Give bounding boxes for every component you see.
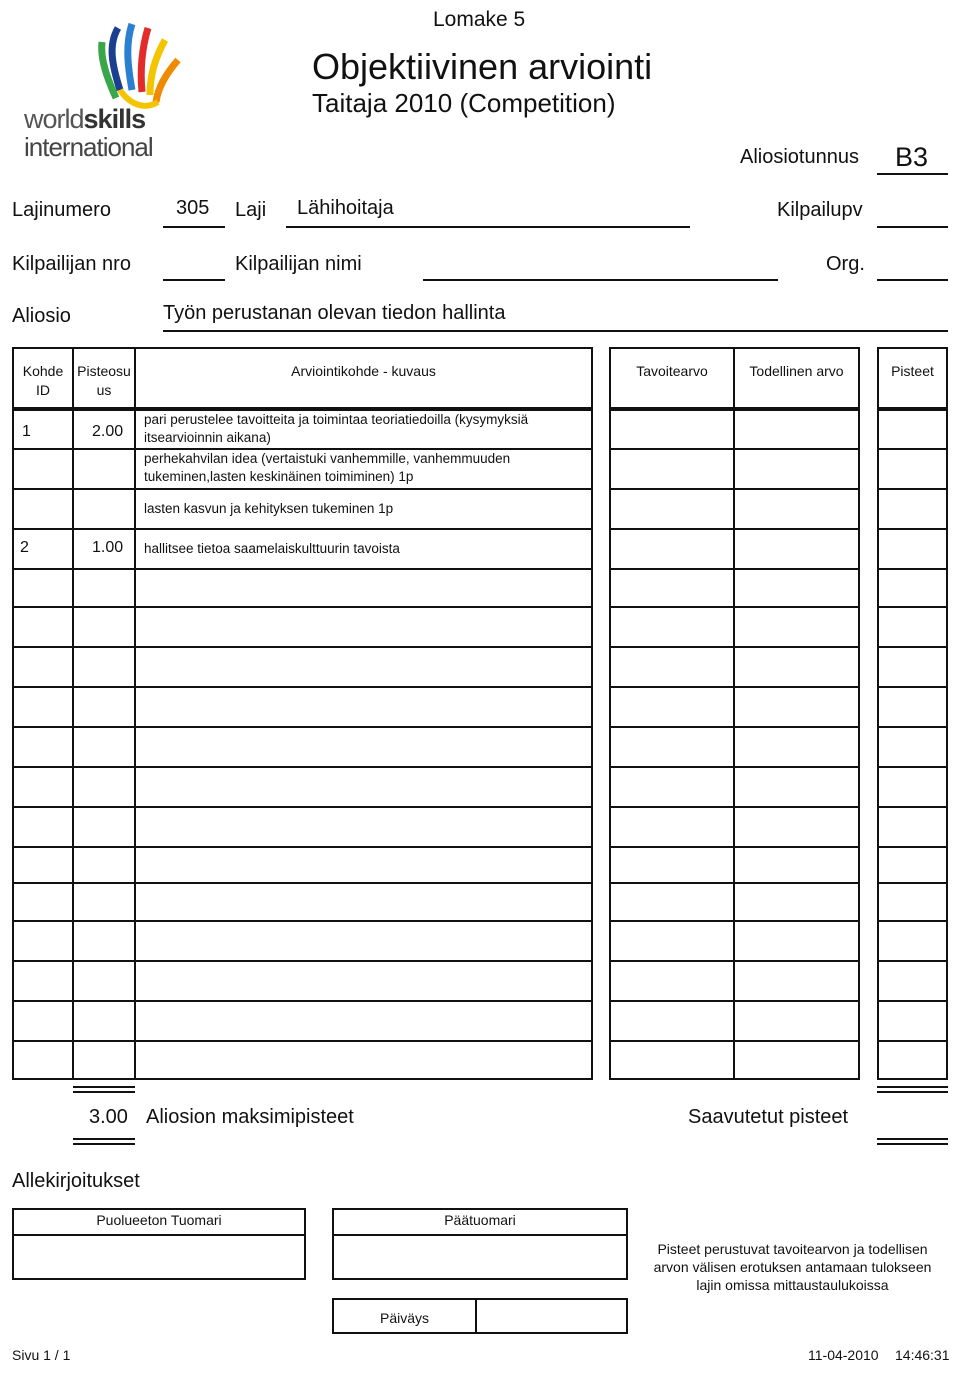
laji-value[interactable]: Lähihoitaja: [297, 197, 394, 219]
row-1-id: 1: [22, 423, 31, 440]
grid-cell: [12, 568, 74, 608]
grid-cell[interactable]: [877, 528, 948, 570]
grid-cell[interactable]: [877, 960, 948, 1002]
org-label: Org.: [826, 253, 865, 275]
header-kohde-id-text: Kohde ID: [22, 363, 64, 398]
grid-cell[interactable]: [609, 846, 735, 884]
row-1-points: 2.00: [92, 423, 124, 440]
grid-cell[interactable]: [733, 882, 860, 922]
grid-cell[interactable]: [733, 920, 860, 962]
grid-cell[interactable]: [877, 806, 948, 848]
grid-cell: [134, 960, 593, 1002]
grid-cell[interactable]: [877, 920, 948, 962]
grid-cell: [72, 806, 136, 848]
note-line-3: lajin omissa mittaustaulukoissa: [696, 1277, 889, 1293]
row-4-id: 2: [20, 539, 29, 556]
grid-cell[interactable]: [609, 1000, 735, 1042]
grid-cell[interactable]: [609, 960, 735, 1002]
logo-text-international: international: [24, 132, 153, 162]
grid-cell: [134, 568, 593, 608]
header-kuvaus: Arviointikohde - kuvaus: [291, 363, 436, 379]
grid-cell[interactable]: [733, 568, 860, 608]
header-kohde-id: [14, 362, 72, 400]
max-points-label: Aliosion maksimipisteet: [146, 1106, 354, 1128]
grid-cell[interactable]: [733, 646, 860, 688]
row-4-points: 1.00: [92, 539, 124, 556]
lajinumero-label: Lajinumero: [12, 199, 111, 221]
aliosiotunnus-label: Aliosiotunnus: [740, 146, 859, 168]
header-todellinen-arvo: Todellinen arvo: [749, 363, 844, 379]
grid-cell[interactable]: [877, 846, 948, 884]
grid-cell: [134, 606, 593, 648]
kilpailupv-label: Kilpailupv: [777, 199, 863, 221]
grid-cell[interactable]: [877, 646, 948, 688]
grid-cell[interactable]: [609, 766, 735, 808]
grid-cell[interactable]: [877, 568, 948, 608]
date-label: Päiväys: [379, 1310, 430, 1326]
grid-cell[interactable]: [733, 846, 860, 884]
grid-cell: [12, 1000, 74, 1042]
row-4-text: hallitsee tietoa saamelaiskulttuurin tavoista: [144, 541, 400, 556]
grid-cell[interactable]: [733, 528, 860, 570]
grid-cell[interactable]: [877, 606, 948, 648]
grid-cell[interactable]: [609, 882, 735, 922]
note-line-2: arvon välisen erotuksen antamaan tulokseen: [653, 1259, 932, 1275]
header-tavoitearvo: Tavoitearvo: [636, 363, 708, 379]
page-title: Objektiivinen arviointi: [312, 46, 653, 87]
signatures-label: Allekirjoitukset: [12, 1170, 140, 1192]
grid-cell[interactable]: [733, 726, 860, 768]
grid-cell[interactable]: [877, 766, 948, 808]
grid-cell: [134, 846, 593, 884]
grid-cell[interactable]: [609, 920, 735, 962]
grid-cell: [12, 606, 74, 648]
grid-cell[interactable]: [877, 488, 948, 530]
grid-cell[interactable]: [877, 686, 948, 728]
grid-cell[interactable]: [609, 806, 735, 848]
grid-cell[interactable]: [609, 448, 735, 490]
grid-cell: [12, 646, 74, 688]
grid-cell: [72, 568, 136, 608]
grid-cell[interactable]: [733, 606, 860, 648]
header-pisteet: Pisteet: [891, 363, 934, 379]
grid-cell[interactable]: [733, 806, 860, 848]
grid-cell[interactable]: [877, 1000, 948, 1042]
achieved-points-field[interactable]: [877, 1086, 948, 1093]
grid-cell[interactable]: [877, 1040, 948, 1080]
grid-cell: [72, 606, 136, 648]
grid-cell: [72, 646, 136, 688]
grid-cell[interactable]: [609, 606, 735, 648]
grid-cell[interactable]: [609, 1040, 735, 1080]
aliosio-label: Aliosio: [12, 305, 71, 327]
grid-cell: [72, 766, 136, 808]
grid-cell: [134, 686, 593, 728]
judge-label: Puolueeton Tuomari: [96, 1212, 222, 1228]
grid-cell[interactable]: [609, 409, 735, 450]
grid-cell[interactable]: [877, 726, 948, 768]
grid-cell: [72, 726, 136, 768]
grid-cell: [134, 806, 593, 848]
grid-cell[interactable]: [877, 448, 948, 490]
kilpailijan-nimi-field[interactable]: [423, 279, 778, 281]
kilpailijan-nimi-label: Kilpailijan nimi: [235, 253, 362, 275]
grid-cell: [72, 1040, 136, 1080]
grid-cell: [134, 1040, 593, 1080]
row-3-text: lasten kasvun ja kehityksen tukeminen 1p: [144, 501, 394, 516]
grid-cell[interactable]: [733, 409, 860, 450]
grid-cell: [72, 686, 136, 728]
grid-cell: [72, 960, 136, 1002]
grid-cell: [12, 882, 74, 922]
grid-cell[interactable]: [733, 686, 860, 728]
grid-cell[interactable]: [733, 448, 860, 490]
kilpailijan-nro-field[interactable]: [163, 279, 225, 281]
form-label: Lomake 5: [433, 8, 526, 31]
grid-cell: [12, 1040, 74, 1080]
total-points: 3.00: [89, 1106, 128, 1128]
worldskills-logo: [20, 20, 195, 165]
grid-cell[interactable]: [733, 960, 860, 1002]
achieved-points-label: Saavutetut pisteet: [688, 1106, 849, 1128]
grid-cell: [12, 726, 74, 768]
grid-cell[interactable]: [877, 882, 948, 922]
grid-cell[interactable]: [733, 488, 860, 530]
lajinumero-value[interactable]: 305: [176, 197, 210, 219]
grid-cell[interactable]: [609, 528, 735, 570]
grid-cell[interactable]: [733, 1040, 860, 1080]
head-judge-signature-field[interactable]: [332, 1234, 628, 1280]
grid-cell[interactable]: [609, 568, 735, 608]
grid-cell: [12, 448, 74, 490]
grid-cell: [72, 448, 136, 490]
grid-cell: [12, 488, 74, 530]
kilpailijan-nro-label: Kilpailijan nro: [12, 253, 131, 275]
grid-cell[interactable]: [877, 409, 948, 450]
grid-cell[interactable]: [609, 686, 735, 728]
page-subtitle: Taitaja 2010 (Competition): [312, 88, 616, 118]
grid-cell: [134, 726, 593, 768]
footer-page: Sivu 1 / 1: [12, 1347, 71, 1363]
grid-cell: [134, 920, 593, 962]
grid-cell: [72, 920, 136, 962]
grid-cell: [72, 488, 136, 530]
note-text: [640, 1240, 945, 1294]
note-line-1: Pisteet perustuvat tavoitearvon ja todellisen: [657, 1241, 928, 1257]
grid-cell: [134, 766, 593, 808]
grid-cell[interactable]: [609, 488, 735, 530]
grid-cell[interactable]: [609, 726, 735, 768]
grid-cell: [72, 846, 136, 884]
grid-cell: [134, 646, 593, 688]
logo-text-skills: skills: [83, 104, 146, 134]
grid-cell[interactable]: [733, 1000, 860, 1042]
judge-signature-field[interactable]: [12, 1234, 306, 1280]
grid-cell: [72, 882, 136, 922]
grid-cell[interactable]: [733, 766, 860, 808]
row-1-text: pari perustelee tavoitteita ja toimintaa teoriatiedoilla (kysymyksiä itsearvioinnin aikana): [144, 412, 529, 445]
grid-cell: [12, 920, 74, 962]
grid-cell: [134, 1000, 593, 1042]
logo-text-world: world: [24, 104, 84, 134]
row-2-text: perhekahvilan idea (vertaistuki vanhemmille, vanhemmuuden tukeminen,lasten keskinäinen toimiminen) 1p: [144, 451, 511, 484]
org-field[interactable]: [877, 279, 948, 281]
footer-time: 14:46:31: [895, 1347, 950, 1363]
footer-date: 11-04-2010: [808, 1347, 879, 1363]
grid-cell: [12, 686, 74, 728]
laji-label: Laji: [235, 199, 267, 221]
grid-cell[interactable]: [609, 646, 735, 688]
kilpailupv-field[interactable]: [877, 226, 948, 228]
header-pisteosuus: [74, 362, 134, 400]
grid-cell: [12, 766, 74, 808]
date-field[interactable]: [475, 1298, 628, 1334]
aliosio-value[interactable]: Työn perustanan olevan tiedon hallinta: [163, 302, 506, 324]
grid-cell: [134, 882, 593, 922]
head-judge-label: Päätuomari: [444, 1212, 516, 1228]
grid-cell: [12, 846, 74, 884]
grid-cell: [12, 806, 74, 848]
aliosiotunnus-value[interactable]: B3: [895, 142, 929, 172]
grid-cell: [72, 1000, 136, 1042]
header-pisteosuus-text: Pisteosu us: [77, 363, 131, 398]
grid-cell: [12, 960, 74, 1002]
